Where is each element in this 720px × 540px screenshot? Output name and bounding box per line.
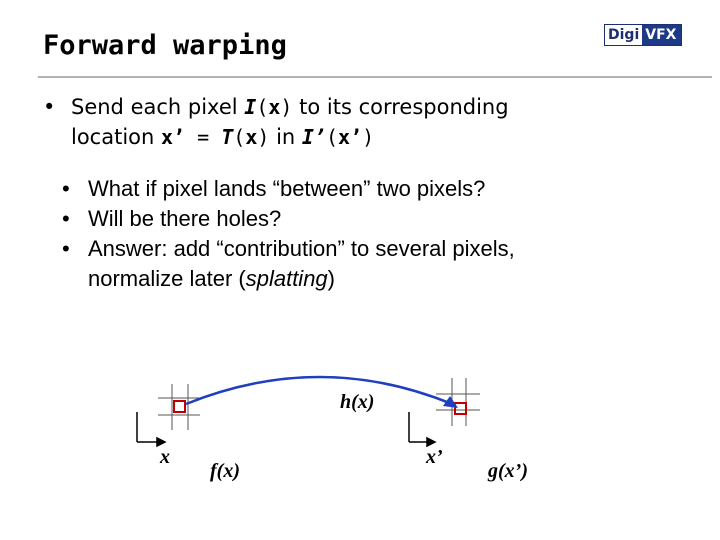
paren: ( (326, 125, 339, 149)
paren: ( (256, 95, 269, 119)
source-axes (137, 412, 165, 446)
label-x-prime: x’ (426, 446, 443, 468)
sub-bullet-item (62, 204, 662, 234)
symbol-I-prime: I’ (301, 125, 326, 149)
bullet-dot: • (62, 176, 70, 201)
splatting-term: splatting (245, 266, 328, 291)
text-segment: location (71, 125, 161, 149)
paren: ( (233, 125, 246, 149)
sub-bullet-text: Will be there holes? (88, 206, 282, 231)
text-segment: Send each pixel (71, 95, 245, 119)
symbol-x: x (245, 125, 258, 149)
label-h-of-x: h(x) (340, 391, 375, 413)
bullet-dot: • (62, 236, 70, 261)
label-f-of-x: f(x) (210, 460, 240, 482)
logo-text-digi: Digi (605, 25, 642, 45)
symbol-x-prime: x’ (161, 125, 186, 149)
main-bullet-line-2 (71, 122, 651, 152)
source-pixel-marker (174, 401, 185, 412)
text-segment: to its corresponding (292, 95, 509, 119)
sub-bullet-text: Answer: add “contribution” to several pixels, (88, 236, 515, 261)
symbol-x-prime: x’ (338, 125, 363, 149)
paren: ) (362, 125, 375, 149)
main-bullet-line-1 (71, 92, 651, 122)
sub-bullet-item (62, 174, 662, 204)
sub-bullet-continuation (88, 264, 662, 294)
source-pixel-grid (158, 384, 200, 430)
label-x: x (160, 446, 170, 468)
paren: ) (280, 95, 293, 119)
label-g-of-x-prime: g(x’) (488, 460, 528, 482)
bullet-dot: • (43, 95, 56, 119)
logo-text-vfx: VFX (642, 25, 681, 45)
text-segment: normalize later ( (88, 266, 246, 291)
title-divider (38, 76, 712, 78)
target-pixel-marker (455, 403, 466, 414)
slide-title: Forward warping (43, 30, 287, 61)
bullet-dot: • (62, 206, 70, 231)
equals: = (185, 125, 222, 149)
symbol-T: T (221, 125, 234, 149)
main-bullet-text (71, 92, 651, 152)
digivfx-logo (604, 24, 682, 46)
text-segment: ) (327, 266, 335, 291)
sub-bullet-text: What if pixel lands “between” two pixels? (88, 176, 486, 201)
warp-arrow (186, 377, 452, 404)
warping-diagram (0, 360, 720, 540)
target-axes (409, 412, 435, 446)
text-segment: in (269, 125, 302, 149)
symbol-x: x (268, 95, 281, 119)
symbol-I: I (244, 95, 257, 119)
sub-bullet-item (62, 234, 662, 294)
paren: ) (257, 125, 270, 149)
sub-bullet-list (62, 174, 662, 294)
